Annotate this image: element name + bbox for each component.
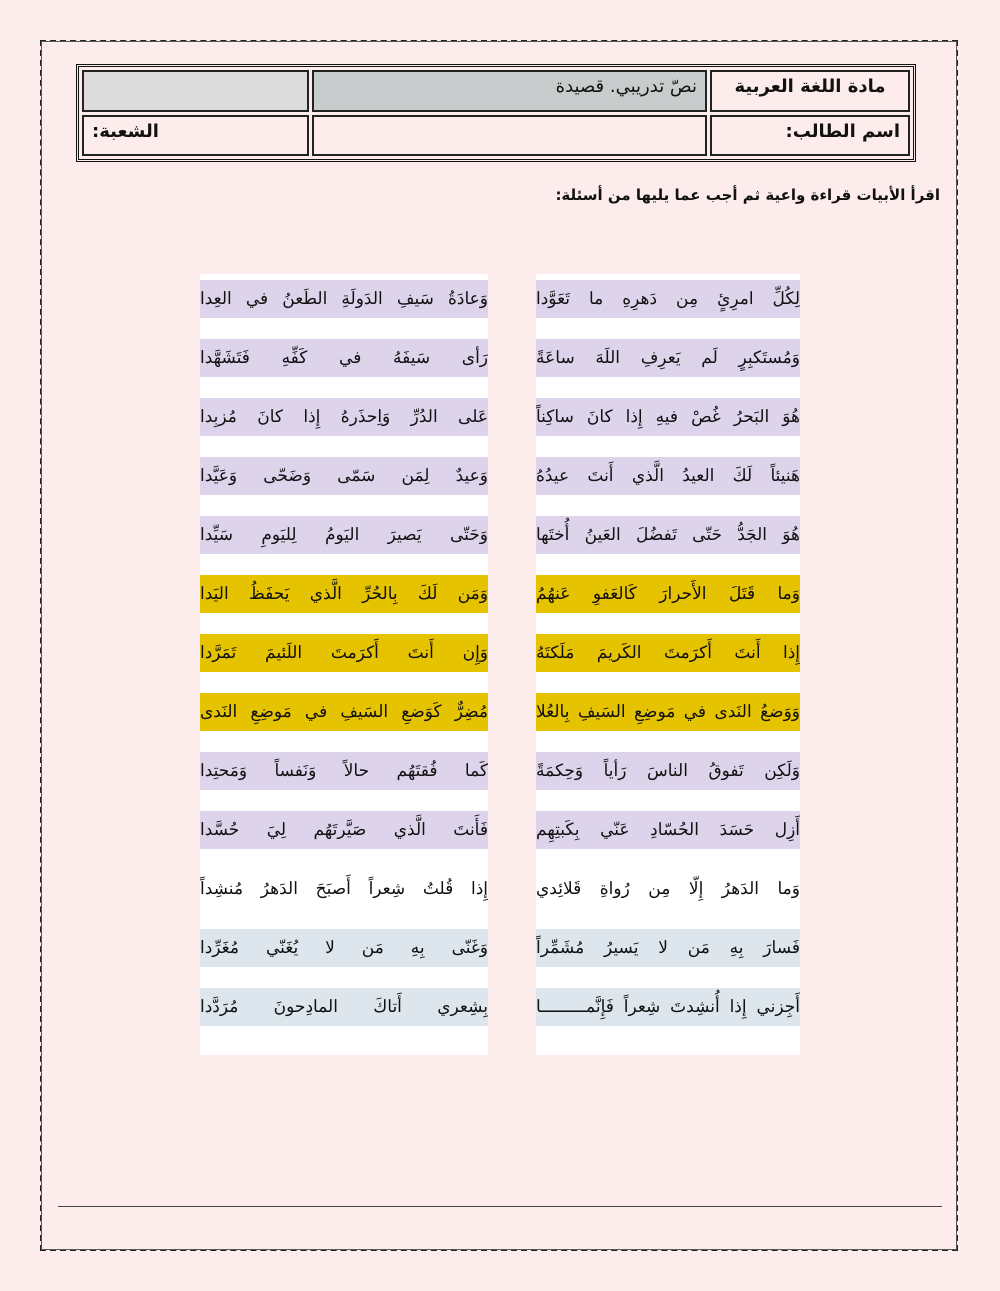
verse-first-half-5: هُوَ الجَدُّ حَتّى تَفضُلَ العَينُ أُختَها (536, 516, 800, 554)
topic-cell: نصّ تدريبي. قصيدة (312, 70, 707, 112)
verse-first-half-13: أَجِزني إِذا أُنشِدتَ شِعراً فَإِنَّمـــــــــا (536, 988, 800, 1026)
verse-first-half-2: وَمُستَكبِرٍ لَم يَعرِفِ اللَهَ ساعَةً (536, 339, 800, 377)
section-label: الشعبة: (82, 115, 309, 157)
header-table (76, 64, 916, 162)
verse-second-half-12: وَغَنّى بِهِ مَن لا يُغَنّي مُغَرِّدا (200, 929, 488, 967)
verse-second-half-6: وَمَن لَكَ بِالحُرِّ الَّذي يَحفَظُ اليَدا (200, 575, 488, 613)
verse-first-half-7: إِذا أَنتَ أَكرَمتَ الكَريمَ مَلَكتَهُ (536, 634, 800, 672)
verse-first-half-10: أَزِل حَسَدَ الحُسّادِ عَنّي بِكَبتِهِم (536, 811, 800, 849)
verse-first-half-11: وَما الدَهرُ إِلّا مِن رُواةِ قَلائِدي (536, 870, 800, 908)
verse-first-half-6: وَما قَتَلَ الأَحرارَ كَالعَفوِ عَنهُمُ (536, 575, 800, 613)
verse-second-half-9: كَما فُقتَهُم حالاً وَنَفساً وَمَحتِدا (200, 752, 488, 790)
verse-second-half-2: رَأى سَيفَهُ في كَفِّهِ فَتَشَهَّدا (200, 339, 488, 377)
verse-second-half-13: بِشِعري أَتاكَ المادِحونَ مُرَدَّدا (200, 988, 488, 1026)
student-name-label: اسم الطالب: (710, 115, 910, 157)
verse-second-half-8: مُضِرٌّ كَوَضعِ السَيفِ في مَوضِعِ النَدى (200, 693, 488, 731)
verse-second-half-5: وَحَتّى يَصيرَ اليَومُ لِليَومِ سَيِّدا (200, 516, 488, 554)
verse-second-half-11: إِذا قُلتُ شِعراً أَصبَحَ الدَهرُ مُنشِداً (200, 870, 488, 908)
bottom-rule (58, 1206, 942, 1207)
verse-first-half-8: وَوَضعُ النَدى في مَوضِعِ السَيفِ بِالعُلا (536, 693, 800, 731)
student-name-field[interactable] (312, 115, 707, 157)
verse-first-half-12: فَسارَ بِهِ مَن لا يَسيرُ مُشَمِّراً (536, 929, 800, 967)
subject-cell: مادة اللغة العربية (710, 70, 910, 112)
verse-first-half-9: وَلَكِن تَفوقُ الناسَ رَأياً وَحِكمَةً (536, 752, 800, 790)
verse-second-half-3: عَلى الدُرِّ وَاِحذَرهُ إِذا كانَ مُزبِدا (200, 398, 488, 436)
verse-second-half-1: وَعادَةُ سَيفِ الدَولَةِ الطَعنُ في العِدا (200, 280, 488, 318)
verse-first-half-3: هُوَ البَحرُ غُصْ فيهِ إِذا كانَ ساكِناً (536, 398, 800, 436)
verse-second-half-4: وَعيدٌ لِمَن سَمّى وَضَحّى وَعَيَّدا (200, 457, 488, 495)
instruction-text: اقرأ الأبيات قراءة واعية ثم أجب عما يليها من أسئلة: (555, 186, 940, 204)
verse-first-half-1: لِكُلِّ امرِئٍ مِن دَهرِهِ ما تَعَوَّدا (536, 280, 800, 318)
poem-second-halves-column (200, 274, 488, 1055)
poem-first-halves-column (536, 274, 800, 1055)
verse-second-half-7: وَإِن أَنتَ أَكرَمتَ اللَئيمَ تَمَرَّدا (200, 634, 488, 672)
blank-cell (82, 70, 309, 112)
page-border-inner (41, 41, 957, 1250)
verse-first-half-4: هَنيئاً لَكَ العيدُ الَّذي أَنتَ عيدُهُ (536, 457, 800, 495)
verse-second-half-10: فَأَنتَ الَّذي صَيَّرتَهُم لِيَ حُسَّدا (200, 811, 488, 849)
